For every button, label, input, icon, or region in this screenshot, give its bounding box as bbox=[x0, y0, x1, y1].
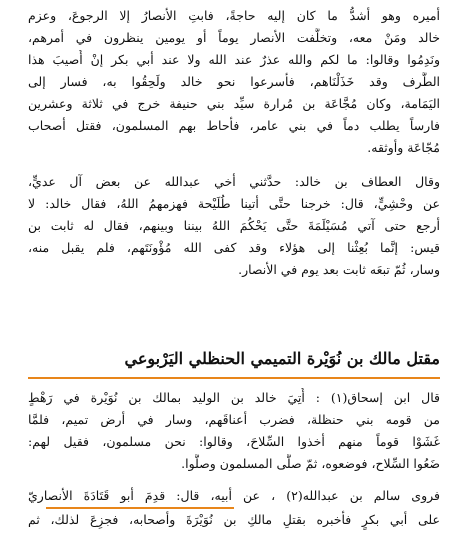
text-line: أميره وهو أشدُّ ما كان إليه حاجةً، فابتِ الأنصارُ إلا الرجوعَ، وعزم bbox=[28, 8, 440, 23]
text-line: قال ابن إسحاق(١) : أُتِيَ خالد بن الوليد بمالك بن نُوَيْرة في رَهْطٍ bbox=[28, 390, 440, 405]
text-line: وسار، ثُمّ تبعَه ثابت بعد يوم في الأنصار. bbox=[238, 262, 440, 277]
text-line: قيس: إنَّما بُعِثْنا إلى هؤلاء وقد كفى الله مُؤْونَتَهم، فلم يقبل منه، bbox=[28, 240, 440, 255]
text-line: على أبي بكرٍ فأخبره بقتلِ مالكِ بن نُوَيْرَةَ وأصحابه، فجزِعَ لذلك، ثم bbox=[28, 512, 440, 527]
text-line: الطَّرف وقد خَذَلْنَاهم، فأسرعوا نحو خالد ولَحِقُوا به، فسار إلى bbox=[28, 74, 440, 89]
text-line: من قومه بني حنظلة، فضرب أعناقَهم، وسار في أرض تميم، فلمَّا bbox=[28, 412, 440, 427]
text-line: اليَمَامة، وكان مُجَّاعَة بن مُرارة سيِّد بني حنيفة خرج في ثلاثة وعشرين bbox=[28, 96, 440, 111]
text-line: عن وحْشِيٍّ، قال: خرجنا حتَّى أتينا طُلَيْحة فهزمهمُ اللهُ، فقال خالد: لا bbox=[28, 196, 440, 211]
text-line: ونَدِمُوا وقالوا: ما لكم والله عذرٌ عند الله ولا عند أبي بكر إنْ أُصيبَ هذا bbox=[28, 52, 440, 67]
text-line: مُجّاعَة وأوثقه. bbox=[367, 140, 440, 155]
text-line: فارساً يطلب دماً في بني عامر، فأحاط بهم المسلمون، فقتل أصحاب bbox=[28, 118, 440, 133]
text-line: ضَعُوا السِّلاح، فوضعوه، ثمّ صلَّى المسلمون وصلَّوا. bbox=[181, 456, 440, 471]
heading-underline bbox=[28, 377, 440, 379]
text-line: غَشَوْا قوماً منهم أخذوا السِّلاحَ، وقالوا: نحن مسلمون، فقيل لهم: bbox=[28, 434, 440, 449]
highlight-underline bbox=[46, 507, 234, 509]
text-line: أرجع حتى آتي مُسَيْلَمَةَ حتَّى يَحْكُمَ اللهُ بيننا وبينهم، فقال له ثابت بن bbox=[28, 218, 440, 233]
text-line: خالد ومَنْ معه، وتخلَّفت الأنصار يوماً أو يومين ينظرون في أمرهم، bbox=[28, 30, 440, 45]
text-line: وقال العطاف بن خالد: حدَّثني أخي عبدالله عن بعض آل عديٍّ، bbox=[28, 174, 440, 189]
text-line: فروى سالم بن عبدالله(٢) ، عن أبيه، قال: قدِمَ أبو قَتَادَةَ الأنصاريّ bbox=[28, 488, 440, 503]
section-heading: مقتل مالك بن نُوَيْرة التميمي الحنظلي اليَرْبوعي bbox=[124, 349, 440, 368]
